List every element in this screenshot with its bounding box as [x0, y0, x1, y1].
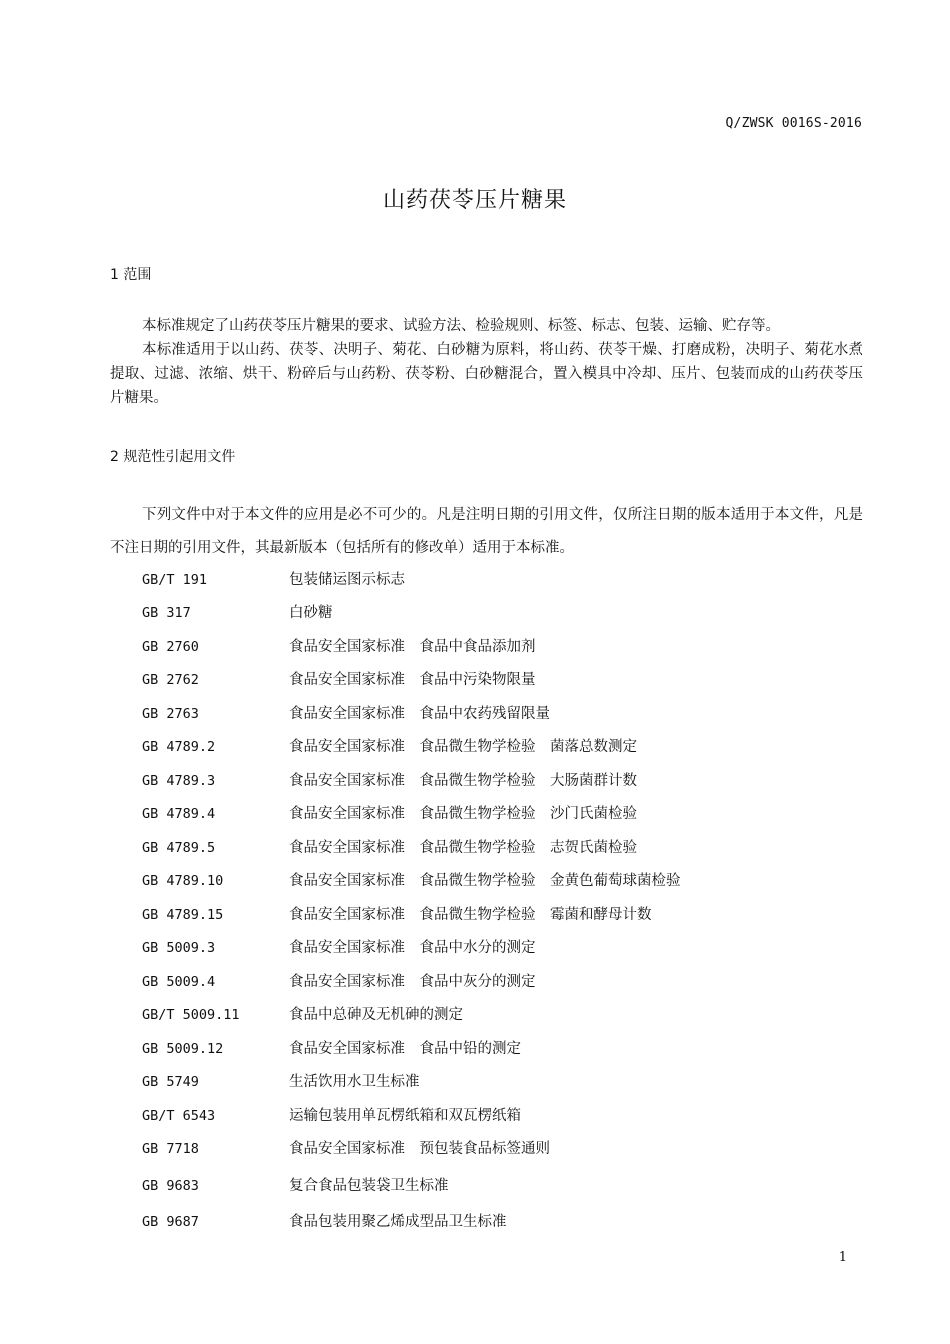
reference-code: GB 4789.5: [142, 840, 216, 856]
scope-paragraph-2: 本标准适用于以山药、茯苓、决明子、菊花、白砂糖为原料，将山药、茯苓干燥、打磨成粉，决明子、菊花水煮提取、过滤、浓缩、烘干、粉碎后与山药粉、茯苓粉、白砂糖混合，置入模具中冷却、压片、包装而成的山药茯苓压片糖果。: [110, 342, 863, 406]
reference-title: 食品安全国家标准 食品中食品添加剂: [289, 639, 536, 655]
reference-code: GB 5009.12: [142, 1041, 224, 1057]
reference-title: 食品安全国家标准 食品微生物学检验 沙门氏菌检验: [289, 806, 637, 822]
reference-code: GB/T 5009.11: [142, 1007, 240, 1023]
reference-title: 食品安全国家标准 食品中铅的测定: [289, 1041, 521, 1057]
references-paragraph: 下列文件中对于本文件的应用是必不可少的。凡是注明日期的引用文件，仅所注日期的版本适用于本文件，凡是不注日期的引用文件，其最新版本（包括所有的修改单）适用于本标准。: [110, 507, 863, 556]
reference-title: 食品安全国家标准 食品中水分的测定: [289, 940, 536, 956]
section-heading-scope: 1 范围: [110, 267, 152, 283]
reference-title: 食品安全国家标准 食品中灰分的测定: [289, 974, 536, 990]
reference-code: GB 5009.4: [142, 974, 216, 990]
reference-title: 食品安全国家标准 食品微生物学检验 菌落总数测定: [289, 739, 637, 755]
reference-title: 包装储运图示标志: [289, 572, 405, 588]
reference-title: 食品安全国家标准 食品中污染物限量: [289, 672, 536, 688]
reference-code: GB/T 191: [142, 572, 208, 588]
reference-code: GB/T 6543: [142, 1108, 216, 1124]
reference-code: GB 2760: [142, 639, 199, 655]
reference-code: GB 7718: [142, 1141, 199, 1157]
document-title: 山药茯苓压片糖果: [382, 188, 567, 213]
reference-title: 复合食品包装袋卫生标准: [289, 1178, 449, 1194]
reference-code: GB 9683: [142, 1178, 199, 1194]
reference-code: GB 2763: [142, 706, 199, 722]
document-code: Q/ZWSK 0016S-2016: [725, 116, 862, 131]
reference-code: GB 2762: [142, 672, 199, 688]
scope-paragraph-1: 本标准规定了山药茯苓压片糖果的要求、试验方法、检验规则、标签、标志、包装、运输、贮存等。: [142, 318, 780, 334]
reference-title: 食品安全国家标准 预包装食品标签通则: [289, 1141, 550, 1157]
reference-title: 食品包装用聚乙烯成型品卫生标准: [289, 1214, 507, 1230]
section-heading-references: 2 规范性引起用文件: [110, 449, 236, 465]
reference-code: GB 4789.3: [142, 773, 216, 789]
reference-title: 食品安全国家标准 食品中农药残留限量: [289, 706, 550, 722]
reference-title: 食品中总砷及无机砷的测定: [289, 1007, 463, 1023]
reference-title: 食品安全国家标准 食品微生物学检验 大肠菌群计数: [289, 773, 637, 789]
reference-code: GB 4789.4: [142, 806, 216, 822]
reference-code: GB 4789.2: [142, 739, 216, 755]
reference-title: 食品安全国家标准 食品微生物学检验 霉菌和酵母计数: [289, 907, 652, 923]
reference-code: GB 4789.15: [142, 907, 224, 923]
reference-code: GB 9687: [142, 1214, 199, 1230]
reference-title: 食品安全国家标准 食品微生物学检验 志贺氏菌检验: [289, 840, 637, 856]
reference-code: GB 317: [142, 605, 191, 621]
page-number: 1: [838, 1250, 847, 1265]
reference-title: 食品安全国家标准 食品微生物学检验 金黄色葡萄球菌检验: [289, 873, 681, 889]
reference-title: 运输包装用单瓦楞纸箱和双瓦楞纸箱: [289, 1108, 521, 1124]
reference-title: 生活饮用水卫生标准: [289, 1074, 420, 1090]
reference-code: GB 5009.3: [142, 940, 216, 956]
reference-title: 白砂糖: [289, 605, 333, 621]
reference-code: GB 5749: [142, 1074, 199, 1090]
reference-code: GB 4789.10: [142, 873, 224, 889]
